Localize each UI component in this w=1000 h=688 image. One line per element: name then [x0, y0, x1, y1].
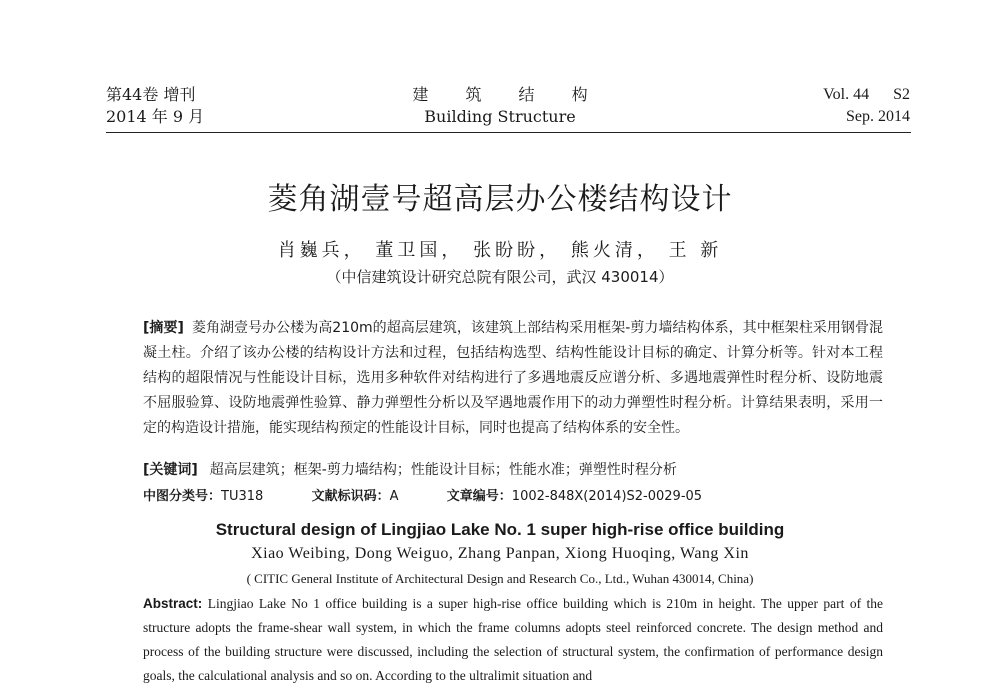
keywords-label-cn: [关键词]: [143, 462, 198, 478]
article-no-label: 文章编号：: [446, 489, 512, 504]
volume-info: [823, 84, 910, 128]
header-rule: [106, 132, 911, 133]
title-cn: 菱角湖壹号超高层办公楼结构设计: [267, 182, 733, 217]
article-no-value: 1002-848X(2014)S2-0029-05: [511, 489, 703, 504]
abstract-en: [143, 592, 883, 688]
keywords-cn: [143, 459, 883, 479]
classification-line: [143, 485, 702, 504]
affiliation-en: ( CITIC General Institute of Architectural Design and Research Co., Ltd., Wuhan 430014, China): [246, 571, 754, 586]
journal-issue-cn: 第44卷 增刊: [106, 85, 196, 104]
authors-cn: 肖巍兵， 董卫国， 张盼盼， 熊火清， 王 新: [277, 240, 723, 261]
issue: S2: [893, 86, 910, 103]
date-en: Sep. 2014: [846, 108, 910, 125]
clc-value: TU318: [221, 489, 264, 504]
clc-label: 中图分类号：: [143, 489, 222, 504]
doc-code-value: A: [389, 489, 399, 504]
doc-code-label: 文献标识码：: [311, 489, 390, 504]
abstract-text-cn: 菱角湖壹号办公楼为高210m的超高层建筑，该建筑上部结构采用框架-剪力墙结构体系，其中框架柱采用钢骨混凝土柱。介绍了该办公楼的结构设计方法和过程，包括结构选型、结构性能设计目标的确定、计算分析等。针对本工程结构的超限情况与性能设计目标，选用多种软件对结构进行了多遇地震反应谱分析、多遇地震弹性时程分析、设防地震不屈服验算、设防地震弹性验算、静力弹塑性分析以及罕遇地震作用下的动力弹塑性时程分析。计算结果表明，采用一定的构造设计措施，能实现结构预定的性能设计目标，同时也提高了结构体系的安全性。: [143, 320, 883, 436]
affiliation-cn: （中信建筑设计研究总院有限公司，武汉 430014）: [326, 268, 674, 286]
abstract-text-en: Lingjiao Lake No 1 office building is a super high-rise office building which is 210m in height. The upper part of the structure adopts the frame-shear wall system, in which the frame columns adopts steel reinforced concrete. The design method and process of the building structure were discussed, including the selection of structural system, the confirmation of performance design goals, the calculational analysis and so on. According to the ultralimit situation and: [143, 596, 883, 683]
date-cn: 2014 年 9 月: [106, 107, 205, 126]
journal-name-en: Building Structure: [424, 107, 576, 126]
abstract-cn: [143, 316, 883, 441]
keywords-text-cn: 超高层建筑；框架-剪力墙结构；性能设计目标；性能水准；弹塑性时程分析: [209, 462, 677, 478]
authors-en: Xiao Weibing, Dong Weiguo, Zhang Panpan, Xiong Huoqing, Wang Xin: [251, 545, 749, 562]
abstract-label-cn: [摘要]: [143, 320, 184, 336]
abstract-label-en: Abstract:: [143, 596, 203, 611]
volume: Vol. 44: [823, 86, 870, 103]
journal-name-cn: 建 筑 结 构: [412, 85, 604, 104]
title-en: Structural design of Lingjiao Lake No. 1 super high-rise office building: [215, 520, 785, 539]
